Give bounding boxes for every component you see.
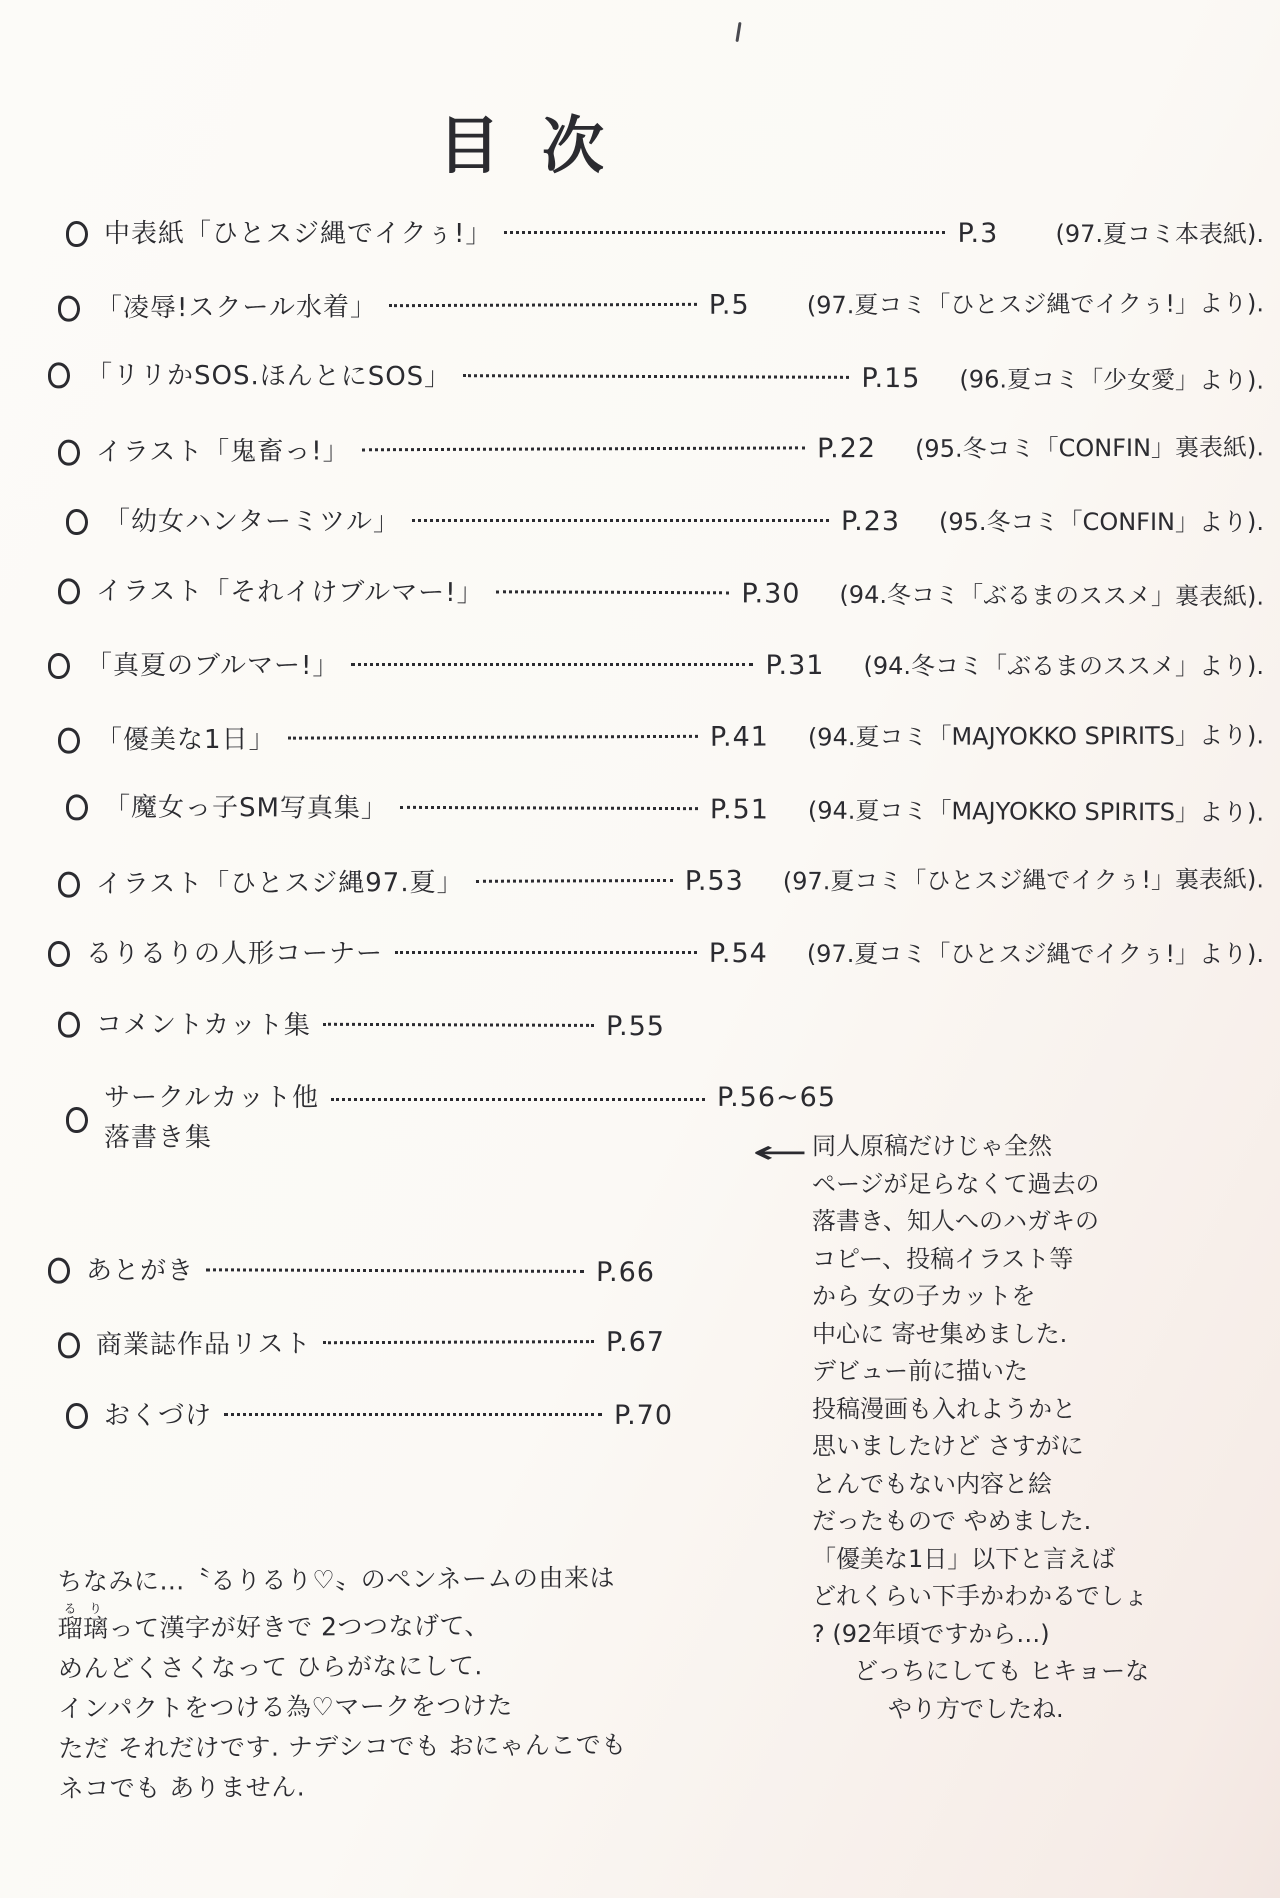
toc-entry — [66, 1396, 706, 1436]
margin-note-line: 投稿漫画も入れようかと — [812, 1394, 1076, 1423]
toc-entry-note: (95.冬コミ「CONFIN」より). — [939, 508, 1264, 536]
toc-entry-note: (96.夏コミ「少女愛」より). — [959, 365, 1265, 395]
toc-entry-page: P.15 — [861, 362, 921, 395]
dotted-leader — [224, 1413, 602, 1416]
dotted-leader — [323, 1023, 594, 1027]
toc-entry-note: (95.冬コミ「CONFIN」裏表紙). — [914, 433, 1265, 463]
margin-note-line: やり方でしたね. — [888, 1694, 1064, 1723]
footnote-line: ちなみに…〝るりるり♡〟のペンネームの由来は — [57, 1563, 616, 1597]
ruby-furigana: るり — [57, 1601, 109, 1618]
toc-entry — [48, 355, 1264, 400]
dotted-leader — [463, 374, 849, 379]
margin-note-line: 同人原稿だけじゃ全然 — [812, 1132, 1052, 1160]
dotted-leader — [206, 1268, 584, 1273]
toc-entry-page: P.22 — [816, 433, 877, 465]
toc-entry-title: おくづけ — [104, 1401, 213, 1431]
toc-entry — [48, 646, 1264, 686]
toc-entry-title: 商業誌作品リスト — [95, 1329, 312, 1361]
margin-note-line: ? (92年頃ですから…) — [812, 1619, 1050, 1648]
dotted-leader — [389, 303, 697, 307]
toc-entry — [66, 1078, 836, 1162]
margin-note-line: 落書き、知人へのハガキの — [812, 1207, 1100, 1235]
circle-bullet-icon — [58, 872, 80, 898]
margin-note-line: 「優美な1日」以下と言えば — [812, 1544, 1116, 1573]
toc-entry-title: イラスト「ひとスジ縄97.夏」 — [95, 867, 464, 900]
toc-entry — [58, 1005, 698, 1048]
margin-note-line: デビュー前に描いた — [812, 1357, 1028, 1385]
toc-entry-note: (97.夏コミ「ひとスジ縄でイクぅ!」より). — [806, 940, 1264, 968]
circle-bullet-icon — [58, 1012, 80, 1038]
toc-entry-title: るりるりの人形コーナー — [86, 939, 384, 969]
circle-bullet-icon — [66, 1403, 88, 1429]
circle-bullet-icon — [66, 1107, 88, 1133]
toc-entry — [48, 1251, 688, 1294]
left-arrow-icon: ← — [752, 1133, 809, 1171]
toc-entry-page: P.31 — [765, 650, 825, 681]
toc-entry-page: P.67 — [605, 1326, 666, 1359]
dotted-leader — [395, 951, 697, 954]
circle-bullet-icon — [66, 794, 88, 820]
toc-entry-page: P.5 — [708, 289, 750, 321]
dotted-leader — [323, 1340, 594, 1344]
dotted-leader — [362, 446, 805, 451]
toc-entry-page: P.23 — [841, 506, 901, 537]
toc-entry-title: 「凌辱!スクール水着」 — [95, 292, 377, 324]
toc-entry-page: P.53 — [684, 865, 744, 897]
margin-note-line: だったもので やめました. — [812, 1507, 1092, 1535]
ruby-base: 瑠璃 — [57, 1613, 109, 1644]
toc-entry — [66, 214, 1264, 254]
circle-bullet-icon — [58, 1332, 80, 1358]
toc-entry — [58, 1323, 698, 1366]
toc-entry-page: P.70 — [614, 1400, 674, 1431]
toc-entry — [66, 787, 1264, 832]
dotted-leader — [496, 590, 730, 594]
toc-entry-title: イラスト「それイけブルマー!」 — [95, 576, 484, 609]
margin-note-line: どっちにしても ヒキョーな — [854, 1657, 1150, 1685]
dotted-leader — [351, 663, 753, 666]
toc-entry-title-line2: 落書き集 — [104, 1123, 213, 1153]
toc-entry-page: P.54 — [708, 938, 768, 969]
toc-entry — [58, 571, 1264, 616]
toc-entry-note: (97.夏コミ「ひとスジ縄でイクぅ!」裏表紙). — [782, 865, 1265, 896]
footnote-line: ただ それだけです. ナデシコでも おにゃんこでも — [58, 1730, 627, 1764]
footnote-line: めんどくさくなって ひらがなにして. — [57, 1651, 483, 1684]
margin-note — [812, 1128, 1252, 1728]
toc-entry — [58, 715, 1264, 760]
toc-entry-title: サークルカット他 — [104, 1083, 319, 1113]
page-title: 目次 — [438, 109, 647, 182]
footnote-line: ネコでも ありません. — [58, 1772, 306, 1804]
pen-name-footnote — [57, 1558, 679, 1809]
toc-entry-page: P.66 — [595, 1256, 656, 1289]
toc-entry-note: (97.夏コミ「ひとスジ縄でイクぅ!」より). — [806, 289, 1265, 320]
circle-bullet-icon — [58, 296, 80, 322]
dotted-leader — [412, 519, 829, 522]
toc-entry-title: 中表紙「ひとスジ縄でイクぅ!」 — [104, 219, 493, 249]
footnote-line-rest: って漢字が好きで 2つつなげて、 — [108, 1611, 491, 1643]
circle-bullet-icon — [58, 578, 80, 604]
toc-entry-note: (97.夏コミ本表紙). — [1055, 220, 1264, 248]
toc-entry-title: コメントカット集 — [95, 1009, 312, 1041]
footnote-line: インパクトをつける為♡マークをつけた — [58, 1690, 513, 1724]
toc-entry-page: P.30 — [741, 578, 801, 610]
margin-note-line: コピー、投稿イラスト等 — [812, 1244, 1074, 1273]
margin-note-line: ページが足らなくて過去の — [812, 1169, 1100, 1198]
dotted-leader — [400, 806, 698, 810]
toc-entry-title: 「幼女ハンターミツル」 — [104, 507, 400, 537]
toc-entry-page: P.3 — [957, 218, 999, 249]
toc-entry — [58, 427, 1264, 472]
toc-entry-title: イラスト「鬼畜っ!」 — [95, 436, 350, 468]
toc-entry-page: P.55 — [605, 1010, 666, 1043]
toc-entry-title: 「リリかSOS.ほんとにSOS」 — [85, 360, 452, 393]
circle-bullet-icon — [48, 941, 70, 967]
circle-bullet-icon — [66, 221, 88, 247]
toc-entry — [48, 934, 1264, 974]
toc-entry-note: (94.冬コミ「ぶるまのススメ」より). — [863, 652, 1264, 680]
toc-entry — [58, 283, 1264, 328]
toc-entry-page: P.41 — [709, 721, 769, 753]
dotted-leader — [476, 879, 673, 883]
margin-note-line: 中心に 寄せ集めました. — [812, 1319, 1068, 1348]
toc-entry-title: あとがき — [85, 1255, 195, 1287]
circle-bullet-icon — [58, 728, 80, 754]
circle-bullet-icon — [48, 653, 70, 679]
toc-entry-title: 「優美な1日」 — [95, 724, 276, 756]
circle-bullet-icon — [48, 1258, 70, 1284]
circle-bullet-icon — [66, 509, 88, 535]
circle-bullet-icon — [48, 362, 70, 388]
toc-entry-page: P.56~65 — [717, 1082, 836, 1113]
toc-entry-page: P.51 — [709, 794, 769, 826]
stray-pen-mark — [735, 22, 741, 42]
margin-note-line: から 女の子カットを — [812, 1282, 1036, 1310]
margin-note-line: どれくらい下手かわかるでしょ — [812, 1582, 1148, 1610]
footnote-line — [57, 1598, 677, 1649]
dotted-leader — [288, 735, 698, 740]
toc-entry-title-stack — [104, 1078, 319, 1158]
toc-entry — [58, 859, 1264, 904]
toc-entry — [66, 502, 1264, 542]
toc-entry-title: 「真夏のブルマー!」 — [86, 651, 340, 681]
margin-note-line: とんでもない内容と絵 — [812, 1469, 1052, 1498]
circle-bullet-icon — [58, 440, 80, 466]
toc-entry-title: 「魔女っ子SM写真集」 — [103, 792, 389, 824]
dotted-leader — [504, 231, 945, 234]
toc-entry-note: (94.夏コミ「MAJYOKKO SPIRITS」より). — [807, 796, 1265, 827]
dotted-leader — [331, 1098, 705, 1101]
toc-entry-note: (94.冬コミ「ぶるまのススメ」裏表紙). — [839, 580, 1265, 611]
margin-note-line: 思いましたけど さすがに — [812, 1432, 1084, 1460]
toc-entry-note: (94.夏コミ「MAJYOKKO SPIRITS」より). — [807, 721, 1265, 752]
